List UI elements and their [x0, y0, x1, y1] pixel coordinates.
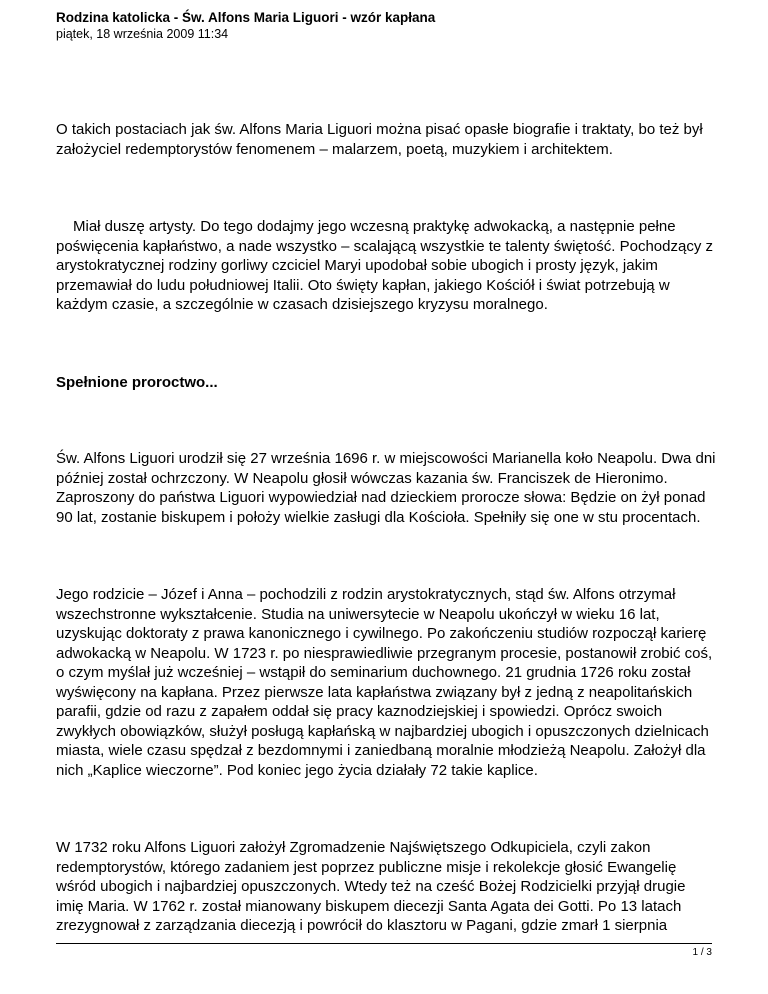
page-number: 1 / 3 — [692, 947, 712, 958]
document-date: piątek, 18 września 2009 11:34 — [56, 27, 229, 41]
article-body — [56, 120, 716, 936]
paragraph-artist: Miał duszę artysty. Do tego dodajmy jego wczesną praktykę adwokacką, a następnie pełne poświęcenia kapłaństwo, a nade wszystko – scalającą wszystkie te talenty świętość. Pochodzący z arystokratycznej rodziny gorliwy czciciel Maryi upodobał sobie ubogich i prosty język, jakim przemawiał do ludu południowej Italii. Oto święty kapłan, jakiego Kościół i świat potrzebują w każdym czasie, a szczególnie w czasach dzisiejszego kryzysu moralnego. — [56, 218, 713, 313]
footer-divider — [56, 943, 712, 944]
document-title: Rodzina katolicka - Św. Alfons Maria Liguori - wzór kapłana — [56, 10, 436, 25]
paragraph-congregation: W 1732 roku Alfons Liguori założył Zgromadzenie Najświętszego Odkupiciela, czyli zakon redemptorystów, którego zadaniem jest poprzez publiczne misje i rekolekcje głosić Ewangelię wśród ubogich i najbardziej opuszczonych. Wtedy też na cześć Bożej Rodzicielki przyjął drugie imię Maria. W 1762 r. został mianowany biskupem diecezji Santa Agata dei Gotti. Po 13 latach zrezygnował z zarządzania diecezją i powrócił do klasztoru w Pagani, gdzie zmarł 1 sierpnia — [56, 839, 686, 934]
section-heading: Spełnione proroctwo... — [56, 373, 218, 391]
paragraph-birth: Św. Alfons Liguori urodził się 27 września 1696 r. w miejscowości Marianella koło Neapolu. Dwa dni później został ochrzczony. W Neapolu głosił wówczas kazania św. Franciszek de Hieronimo. Zaproszony do państwa Liguori wypowiedział nad dzieckiem prorocze słowa: Będzie on żył ponad 90 lat, zostanie biskupem i położy wielkie zasługi dla Kościoła. Spełniły się one w stu procentach. — [56, 450, 716, 526]
paragraph-intro: O takich postaciach jak św. Alfons Maria Liguori można pisać opasłe biografie i traktaty, bo też był założyciel redemptorystów fenomenem – malarzem, poetą, muzykiem i architektem. — [56, 121, 703, 158]
paragraph-parents: Jego rodzicie – Józef i Anna – pochodzili z rodzin arystokratycznych, stąd św. Alfons otrzymał wszechstronne wykształcenie. Studia na uniwersytecie w Neapolu ukończył w wieku 16 lat, uzyskując doktoraty z prawa kanonicznego i cywilnego. Po zakończeniu studiów rozpoczął karierę adwokacką w Neapolu. W 1723 r. po niesprawiedliwie przegranym procesie, postanowił zrobić coś, o czym myślał już wcześniej – wstąpił do seminarium duchownego. 21 grudnia 1726 roku został wyświęcony na kapłana. Przez pierwsze lata kapłaństwa związany był z jedną z neapolitańskich parafii, gdzie od razu z zapałem oddał się pracy kaznodziejskiej i spowiedzi. Oprócz swoich zwykłych obowiązków, służył posługą kapłańską w najbardziej ubogich i opuszczonych dzielnicach miasta, wiele czasu spędzał z bezdomnymi i zaniedbaną moralnie młodzieżą Neapolu. Założył dla nich „Kaplice wieczorne”. Pod koniec jego życia działały 72 takie kaplice. — [56, 586, 713, 779]
document-header — [56, 10, 716, 42]
